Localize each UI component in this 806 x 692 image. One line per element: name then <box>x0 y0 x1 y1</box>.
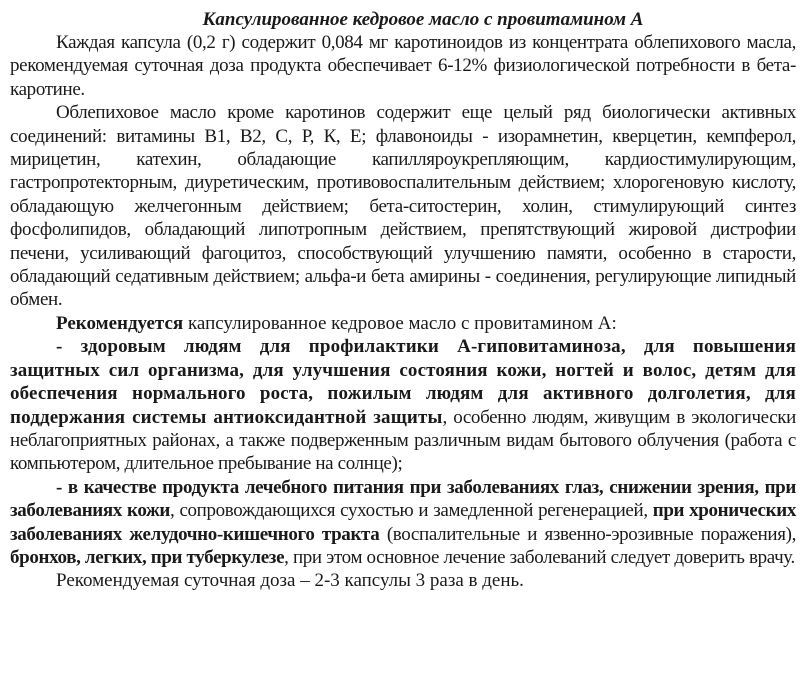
document-title: Капсулированное кедровое масло с провитамином А <box>202 9 644 30</box>
healthy-people-bold: - здоровым людям для профилактики А-гиповитаминоза, для повышения защитных сил организма, для улучшения состояния кожи, ногтей и волос, детям для обеспечения нормального роста, пожилым людям для активного долголетия, для поддержания системы антиоксидантной защиты <box>10 336 796 428</box>
therapeutic-bold-3: бронхов, легких, при туберкулезе <box>10 546 285 568</box>
therapeutic-text-2: (воспалительные и язвенно-эрозивные поражения), <box>379 523 796 545</box>
therapeutic-text-3: , при этом основное лечение заболеваний следует доверить врачу. <box>284 546 795 568</box>
paragraph-recommended <box>10 312 796 335</box>
paragraph-capsule-content: Каждая капсула (0,2 г) содержит 0,084 мг каротиноидов из концентрата облепихового масла, рекомендуемая суточная доза продукта обеспечивает 6-12% физиологической потребности в бета-каротине. <box>10 32 796 100</box>
healthy-people-text: , особенно людям, живущим в экологически неблагоприятных районах, а также подверженным различным видам бытового облучения (работа с компьютером, длительное пребывание на солнце); <box>10 406 796 475</box>
therapeutic-bold-1: - в качестве продукта лечебного питания при заболеваниях глаз, снижении зрения, при заболеваниях кожи <box>10 476 796 522</box>
therapeutic-text-1: , сопровождающихся сухостью и замедленной регенерацией, <box>170 500 653 522</box>
recommended-bold-label: Рекомендуется <box>56 312 184 334</box>
paragraph-sea-buckthorn-oil: Облепиховое масло кроме каротинов содержит еще целый ряд биологически активных соединений: витамины В1, В2, С, Р, К, Е; флавоноиды - изорамнетин, кверцетин, кемпферол, мирицетин, катехин, обладающие капилляроукрепляющим, кардиостимулирующим, гастропротекторным, диуретическим, противовоспалительным действием; хлорогеновую кислоту, обладающую желчегонным действием; бета-ситостерин, холин, стимулирующий синтез фосфолипидов, обладающий липотропным действием, препятствующий жировой дистрофии печени, усиливающий фагоцитоз, способствующий улучшению памяти, особенно в старости, обладающий седативным действием; альфа-и бета амирины - соединения, регулирующие липидный обмен. <box>10 102 796 311</box>
therapeutic-bold-2: при хронических заболеваниях желудочно-кишечного тракта <box>10 500 796 545</box>
paragraph-therapeutic-nutrition <box>10 476 796 570</box>
paragraph-healthy-people <box>10 335 796 475</box>
document-page <box>10 0 796 593</box>
recommended-text: капсулированное кедровое масло с провитамином А: <box>183 312 617 334</box>
paragraph-daily-dose: Рекомендуемая суточная доза – 2-3 капсулы 3 раза в день. <box>56 570 524 592</box>
